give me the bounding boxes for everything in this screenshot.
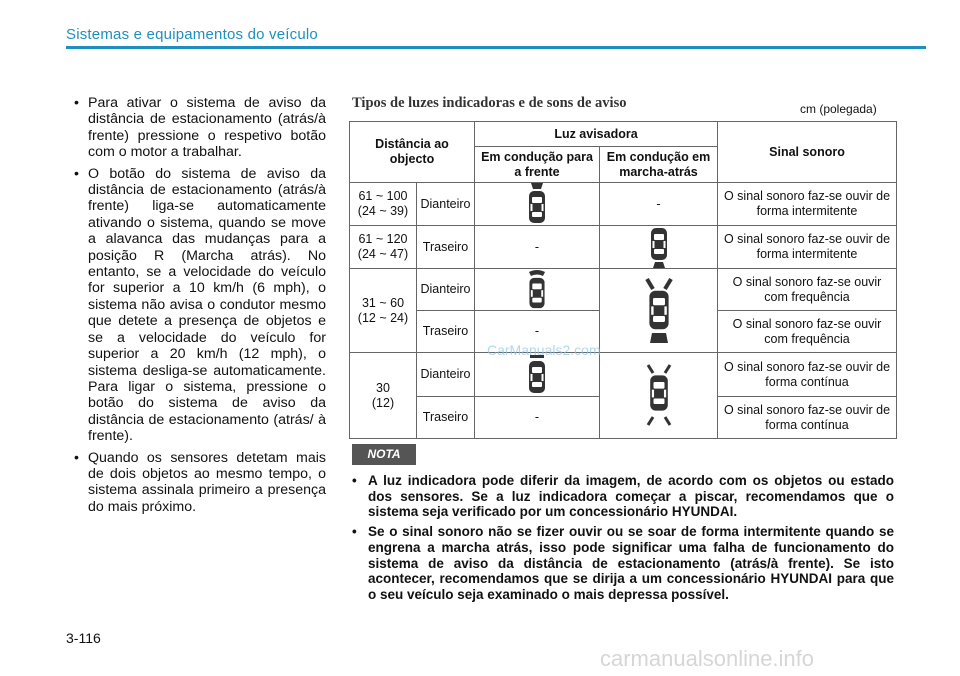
side-cell: Traseiro: [417, 397, 475, 439]
header-rule: [66, 46, 926, 49]
unit-label: cm (polegada): [800, 102, 877, 116]
nota-list: [352, 473, 894, 607]
table-title: Tipos de luzes indicadoras e de sons de aviso: [352, 95, 627, 111]
bullet-item: • Quando os sensores detetam mais de dois objetos ao mesmo tempo, o sistema assinala primeiro a presença do mais próximo.: [74, 449, 326, 515]
header-sound: Sinal sonoro: [718, 122, 897, 183]
sound-cell: O sinal sonoro faz-se ouvir de forma contínua: [718, 397, 897, 439]
sound-cell: O sinal sonoro faz-se ouvir de forma contínua: [718, 353, 897, 397]
light-forward-cell: [475, 353, 600, 397]
light-reverse-cell: [600, 269, 718, 353]
sound-cell: O sinal sonoro faz-se ouvir com frequência: [718, 269, 897, 311]
watermark-footer: carmanualsonline.info: [600, 646, 815, 671]
corner-zone-car-icon: [641, 275, 677, 347]
distance-cell: 61 ~ 120 (24 ~ 47): [350, 226, 417, 269]
side-cell: Dianteiro: [417, 269, 475, 311]
bullet-item: • Para ativar o sistema de aviso da distância de estacionamento (atrás/à frente) pressione o respetivo botão com o motor a trabalhar.: [74, 95, 326, 161]
distance-cell: 30 (12): [350, 353, 417, 439]
rear-zone-car-icon: [647, 226, 671, 268]
header-light: Luz avisadora: [475, 122, 718, 147]
side-cell: Traseiro: [417, 226, 475, 269]
light-forward-cell: [475, 269, 600, 311]
header-reverse: Em condução em marcha-atrás: [600, 147, 718, 183]
side-cell: Dianteiro: [417, 183, 475, 226]
bullet-item: • O botão do sistema de aviso da distância de estacionamento (atrás/à frente) liga-se automaticamente ativando o sistema, quando se move a alavanca das mudanças para a posição R (Marcha atrás). No entanto, se a velocidade do veículo for superior a 10 km/h (6 mph), o sistema não avisa o condutor mesmo que detete a presença de objetos e se a velocidade do veículo for superior a 20 km/h (12 mph), o sistema desliga-se automaticamente. Para ligar o sistema, pressione o botão do sistema de aviso da distância de estacionamento (atrás/ à frente).: [74, 165, 326, 445]
page-number: 3-116: [66, 630, 101, 646]
side-cell: Traseiro: [417, 311, 475, 353]
light-forward-cell: -: [475, 226, 600, 269]
distance-cell: 31 ~ 60 (12 ~ 24): [350, 269, 417, 353]
warning-table: [349, 121, 897, 439]
sound-cell: O sinal sonoro faz-se ouvir com frequência: [718, 311, 897, 353]
header-distance: Distância ao objecto: [350, 122, 475, 183]
front-zone-car-icon: [525, 355, 549, 395]
watermark-inline: CarManuals2.com: [487, 342, 601, 358]
light-forward-cell: -: [475, 397, 600, 439]
left-column: [74, 95, 326, 520]
side-cell: Dianteiro: [417, 353, 475, 397]
front-zone-car-icon: [525, 183, 549, 225]
section-title: Sistemas e equipamentos do veículo: [66, 26, 318, 43]
light-forward-cell: -: [475, 311, 600, 353]
corner-zone-car-icon: [641, 362, 677, 430]
sound-cell: O sinal sonoro faz-se ouvir de forma intermitente: [718, 183, 897, 226]
light-forward-cell: [475, 183, 600, 226]
nota-item: • A luz indicadora pode diferir da imagem, de acordo com os objetos ou estado dos sensores. Se a luz indicadora começar a piscar, recomendamos que o sistema seja verificado por um concessionário HYUNDAI.: [352, 473, 894, 520]
light-reverse-cell: -: [600, 183, 718, 226]
front-zone-car-icon: [525, 270, 549, 310]
header-forward: Em condução para a frente: [475, 147, 600, 183]
light-reverse-cell: [600, 226, 718, 269]
distance-cell: 61 ~ 100 (24 ~ 39): [350, 183, 417, 226]
nota-item: • Se o sinal sonoro não se fizer ouvir ou se soar de forma intermitente quando se engrena a marcha atrás, isso pode significar uma falha de funcionamento do sistema de aviso da distância de estacionamento (atrás/à frente). Se isto acontecer, recomendamos que se dirija a um concessionário HYUNDAI para que o seu veículo seja examinado o mais depressa possível.: [352, 524, 894, 602]
light-reverse-cell: [600, 353, 718, 439]
nota-badge: NOTA: [352, 444, 416, 465]
sound-cell: O sinal sonoro faz-se ouvir de forma intermitente: [718, 226, 897, 269]
